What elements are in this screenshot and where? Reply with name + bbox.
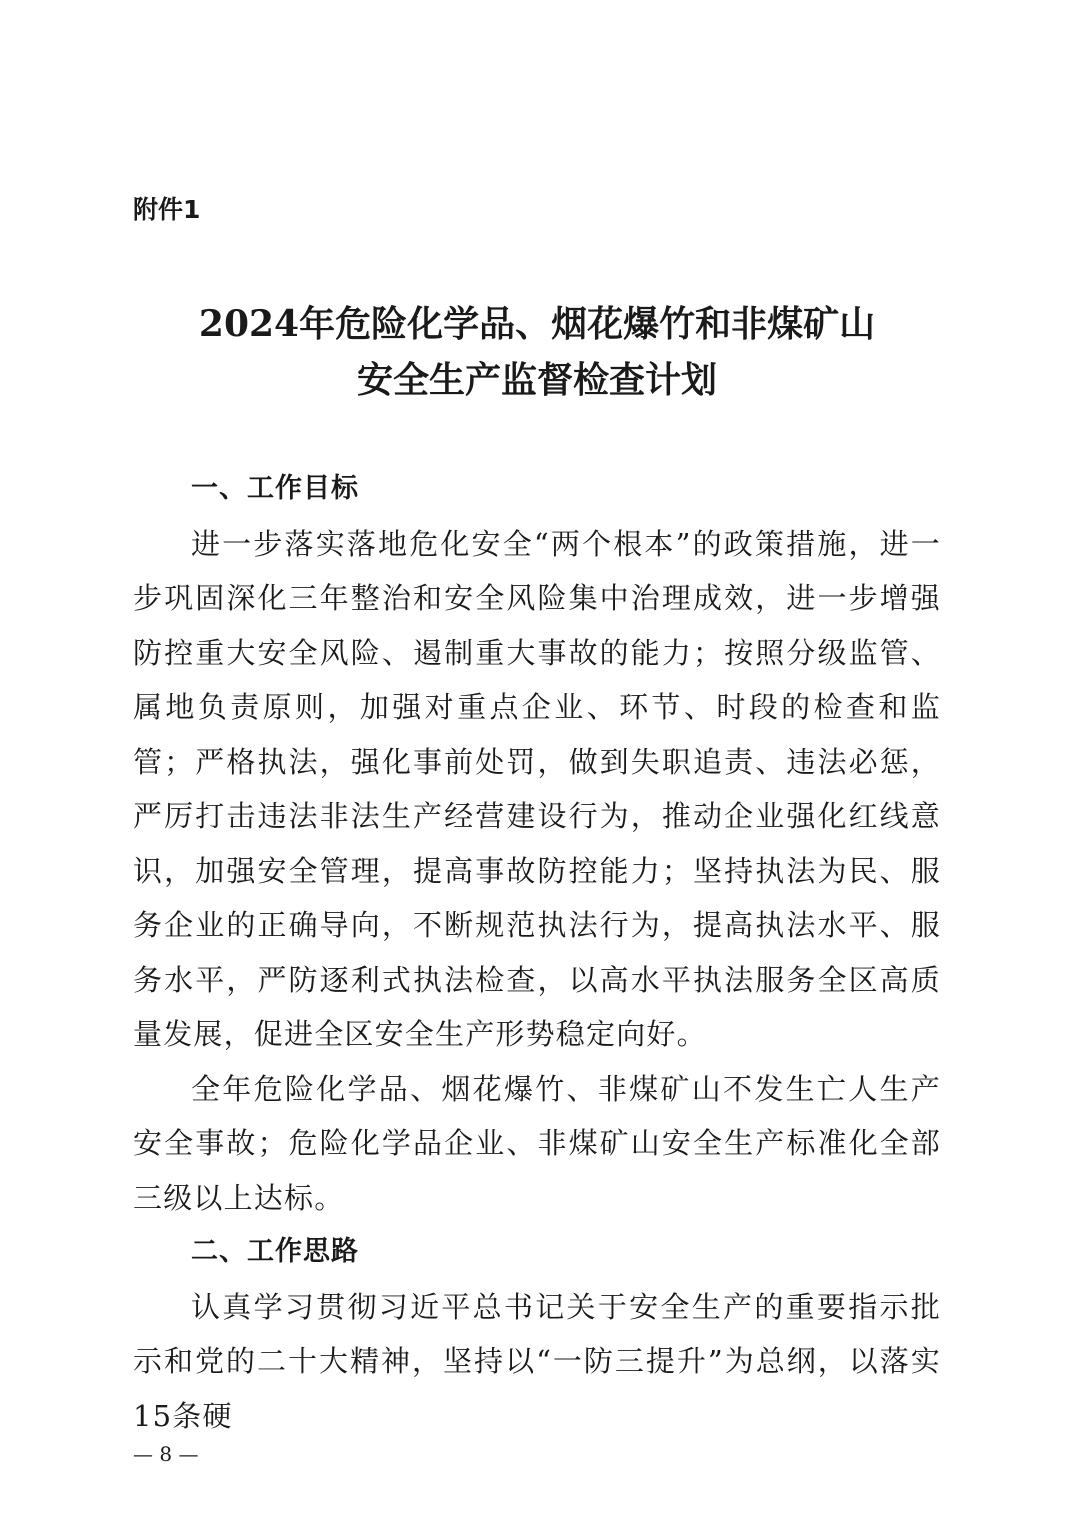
- title-line-1: 2024年危险化学品、烟花爆竹和非煤矿山: [198, 303, 876, 345]
- goal-paragraph-1: 进一步落实落地危化安全“两个根本”的政策措施，进一步巩固深化三年整治和安全风险集中治理成效，进一步增强防控重大安全风险、遏制重大事故的能力；按照分级监管、属地负责原则，加强对重点企业、环节、时段的检查和监管；严格执法，强化事前处罚，做到失职追责、违法必惩，严厉打击违法非法生产经营建设行为，推动企业强化红线意识，加强安全管理，提高事故防控能力；坚持执法为民、服务企业的正确导向，不断规范执法行为，提高执法水平、服务水平，严防逐利式执法检查，以高水平执法服务全区高质量发展，促进全区安全生产形势稳定向好。: [133, 526, 941, 1051]
- section-heading-goal: 一、工作目标: [191, 473, 359, 504]
- approach-paragraph-1: 认真学习贯彻习近平总书记关于安全生产的重要指示批示和党的二十大精神，坚持以“一防三提升”为总纲，以落实15条硬: [133, 1289, 941, 1433]
- attachment-label: 附件1: [133, 195, 201, 224]
- section-heading-approach: 二、工作思路: [191, 1236, 359, 1267]
- document-body: [133, 462, 941, 1443]
- document-title: [100, 296, 974, 408]
- goal-paragraph-2: 全年危险化学品、烟花爆竹、非煤矿山不发生亡人生产安全事故；危险化学品企业、非煤矿山安全生产标准化全部三级以上达标。: [133, 1071, 941, 1215]
- page-number: — 8 —: [133, 1442, 199, 1466]
- title-line-2: 安全生产监督检查计划: [356, 359, 717, 401]
